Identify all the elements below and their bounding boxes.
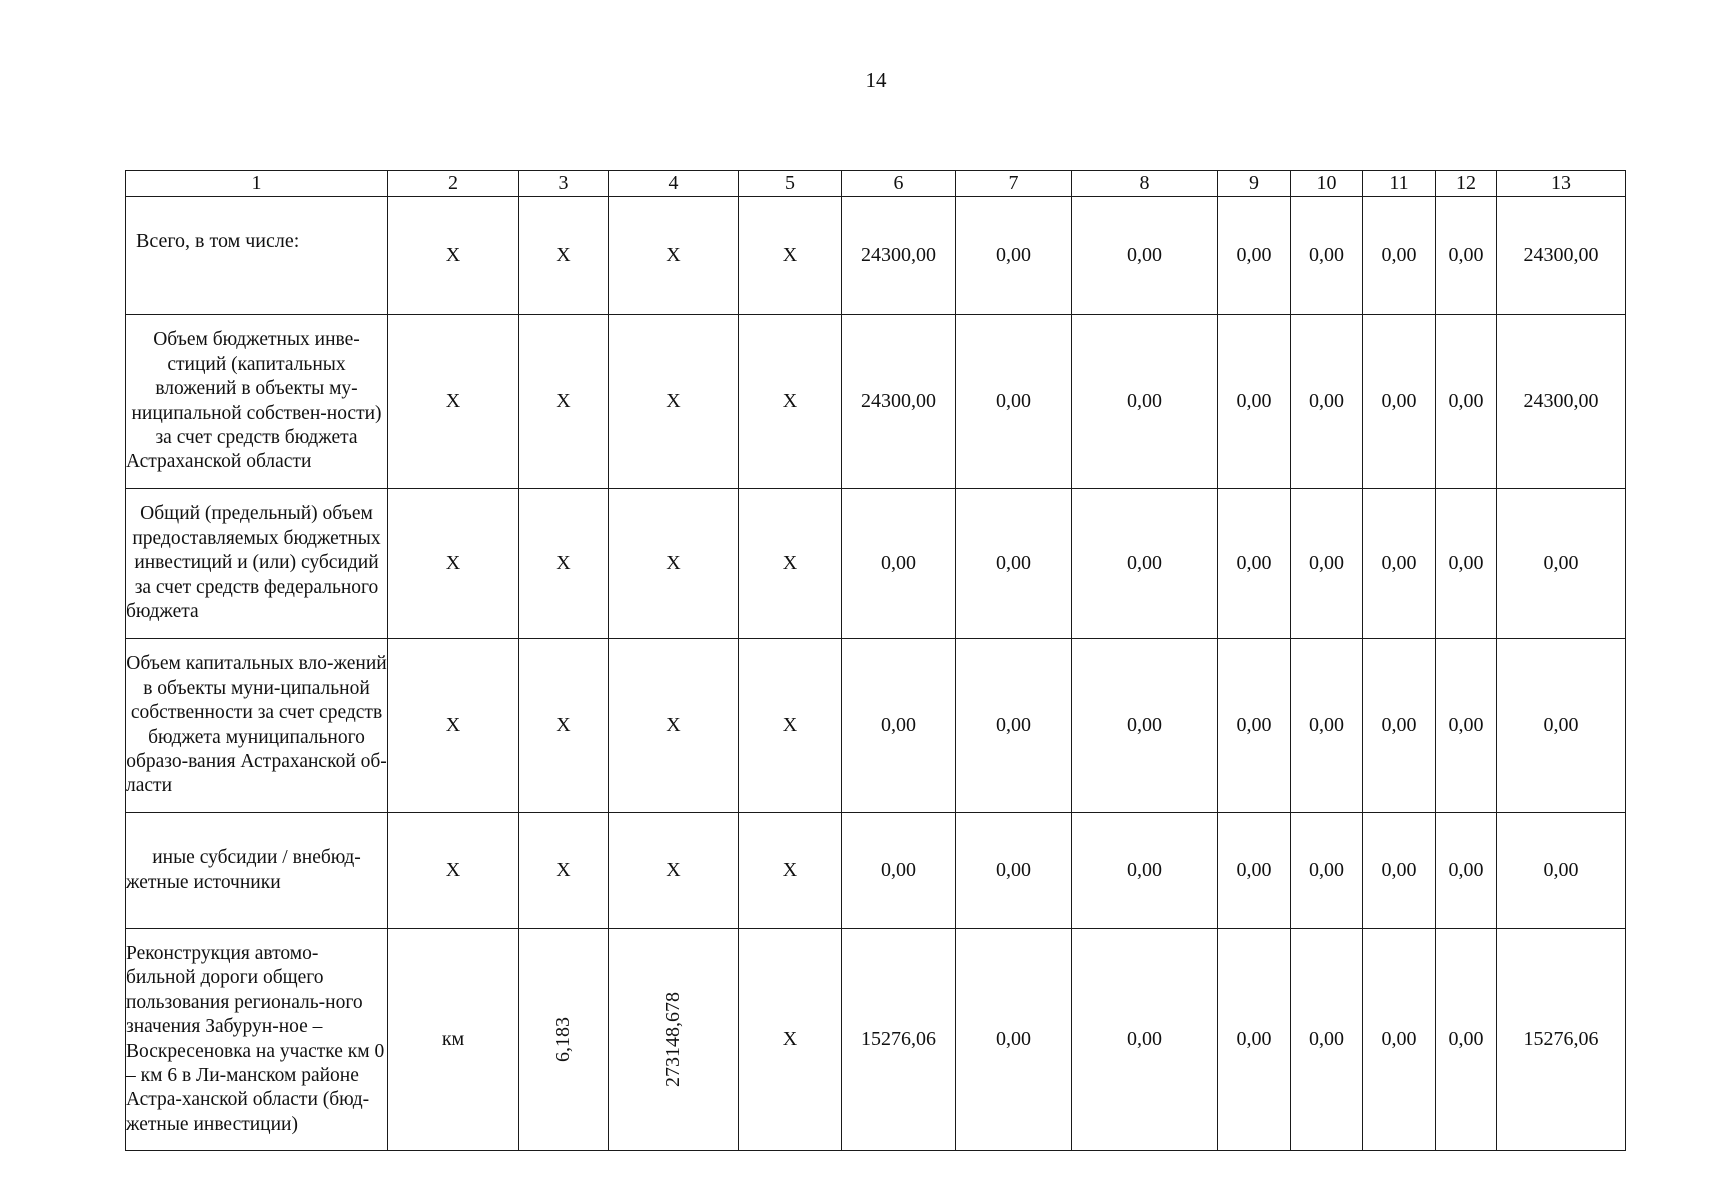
table-cell: X (739, 813, 842, 929)
table-cell: X (519, 639, 609, 813)
table-cell: 0,00 (1291, 813, 1363, 929)
table-cell: 0,00 (1218, 489, 1291, 639)
table-cell: 0,00 (1291, 929, 1363, 1151)
table-cell: 0,00 (1291, 639, 1363, 813)
column-header: 2 (388, 171, 519, 197)
table-cell: 15276,06 (1497, 929, 1626, 1151)
row-label: иные субсидии / внебюд-жетные источники (126, 813, 388, 929)
table-cell: X (739, 929, 842, 1151)
table-row (126, 197, 1626, 315)
table-cell: X (519, 813, 609, 929)
table-cell: 0,00 (956, 197, 1072, 315)
table-row (126, 813, 1626, 929)
column-header: 1 (126, 171, 388, 197)
table-cell: 0,00 (1363, 489, 1436, 639)
table-cell: 0,00 (1436, 813, 1497, 929)
table-cell: 0,00 (956, 639, 1072, 813)
table-cell: 24300,00 (1497, 197, 1626, 315)
table-cell: 0,00 (1072, 197, 1218, 315)
table-cell: 24300,00 (842, 315, 956, 489)
table-cell: 0,00 (1436, 197, 1497, 315)
table-cell: 0,00 (1291, 197, 1363, 315)
table-cell: 0,00 (1363, 197, 1436, 315)
table-cell: 0,00 (1218, 929, 1291, 1151)
row-label: Объем бюджетных инве-стиций (капитальных вложений в объекты му-ниципальной собствен-ности) за счет средств бюджета Астраханской области (126, 315, 388, 489)
table-cell-rotated (519, 929, 609, 1151)
table-cell: X (519, 315, 609, 489)
table-cell: 0,00 (1497, 639, 1626, 813)
column-header: 8 (1072, 171, 1218, 197)
table-cell: X (609, 813, 739, 929)
table-cell: 0,00 (1072, 639, 1218, 813)
column-header: 7 (956, 171, 1072, 197)
column-header: 10 (1291, 171, 1363, 197)
rotated-value: 6,183 (552, 1017, 574, 1062)
table-cell: X (388, 489, 519, 639)
page-number: 14 (865, 68, 887, 92)
table-cell: X (739, 197, 842, 315)
column-header: 13 (1497, 171, 1626, 197)
table-cell: X (519, 197, 609, 315)
header-row (126, 171, 1626, 197)
table-cell: X (609, 489, 739, 639)
row-label: Общий (предельный) объем предоставляемых бюджетных инвестиций и (или) субсидий за счет средств федерального бюджета (126, 489, 388, 639)
table-cell: X (739, 639, 842, 813)
table-cell: 0,00 (1291, 315, 1363, 489)
table-cell: 0,00 (1436, 489, 1497, 639)
table-cell: 0,00 (1436, 929, 1497, 1151)
table-cell: 0,00 (956, 315, 1072, 489)
table-cell: 0,00 (1363, 639, 1436, 813)
column-header: 12 (1436, 171, 1497, 197)
column-header: 5 (739, 171, 842, 197)
row-label: Реконструкция автомо-бильной дороги общего пользования региональ-ного значения Забурун-ное – Воскресеновка на участке км 0 – км 6 в Ли-манском районе Астра-ханской области (бюд-жетные инвестиции) (126, 929, 388, 1151)
table-cell: 0,00 (1363, 929, 1436, 1151)
column-header: 9 (1218, 171, 1291, 197)
table-cell: X (388, 813, 519, 929)
table-cell: X (739, 489, 842, 639)
table-cell: 0,00 (956, 929, 1072, 1151)
table-cell: 0,00 (842, 639, 956, 813)
table-cell: 0,00 (956, 813, 1072, 929)
table-cell: 24300,00 (842, 197, 956, 315)
column-header: 4 (609, 171, 739, 197)
table-cell: 0,00 (1497, 813, 1626, 929)
table-cell: X (739, 315, 842, 489)
row-label: Всего, в том числе: (126, 197, 388, 315)
table-cell: 0,00 (1218, 639, 1291, 813)
table-cell: 0,00 (1218, 813, 1291, 929)
table-cell: 0,00 (1497, 489, 1626, 639)
column-header: 6 (842, 171, 956, 197)
table-cell-rotated (609, 929, 739, 1151)
table-cell: 0,00 (1218, 315, 1291, 489)
table-cell: 0,00 (1072, 813, 1218, 929)
table-cell: 0,00 (1072, 929, 1218, 1151)
table-cell: 0,00 (1072, 489, 1218, 639)
table-cell: 24300,00 (1497, 315, 1626, 489)
table-cell: X (388, 197, 519, 315)
budget-table (125, 170, 1626, 1151)
table-cell: 0,00 (1072, 315, 1218, 489)
row-label: Объем капитальных вло-жений в объекты муни-ципальной собственности за счет средств бюджета муниципального образо-вания Астраханской об-ласти (126, 639, 388, 813)
table-row (126, 929, 1626, 1151)
table-cell: 0,00 (1363, 315, 1436, 489)
table-cell: X (609, 197, 739, 315)
table-row (126, 489, 1626, 639)
table-cell: X (609, 639, 739, 813)
table-cell: 0,00 (1218, 197, 1291, 315)
table-cell: 0,00 (1291, 489, 1363, 639)
table-cell: X (388, 315, 519, 489)
table-cell: 0,00 (842, 813, 956, 929)
table-cell: 0,00 (1363, 813, 1436, 929)
table-row (126, 639, 1626, 813)
table-cell: 15276,06 (842, 929, 956, 1151)
column-header: 11 (1363, 171, 1436, 197)
table-cell-unit: км (388, 929, 519, 1151)
table-cell: X (609, 315, 739, 489)
table-cell: 0,00 (1436, 315, 1497, 489)
column-header: 3 (519, 171, 609, 197)
table-cell: X (519, 489, 609, 639)
table-row (126, 315, 1626, 489)
table-cell: 0,00 (842, 489, 956, 639)
table-cell: 0,00 (956, 489, 1072, 639)
table-cell: 0,00 (1436, 639, 1497, 813)
rotated-value: 273148,678 (662, 992, 684, 1087)
table-cell: X (388, 639, 519, 813)
